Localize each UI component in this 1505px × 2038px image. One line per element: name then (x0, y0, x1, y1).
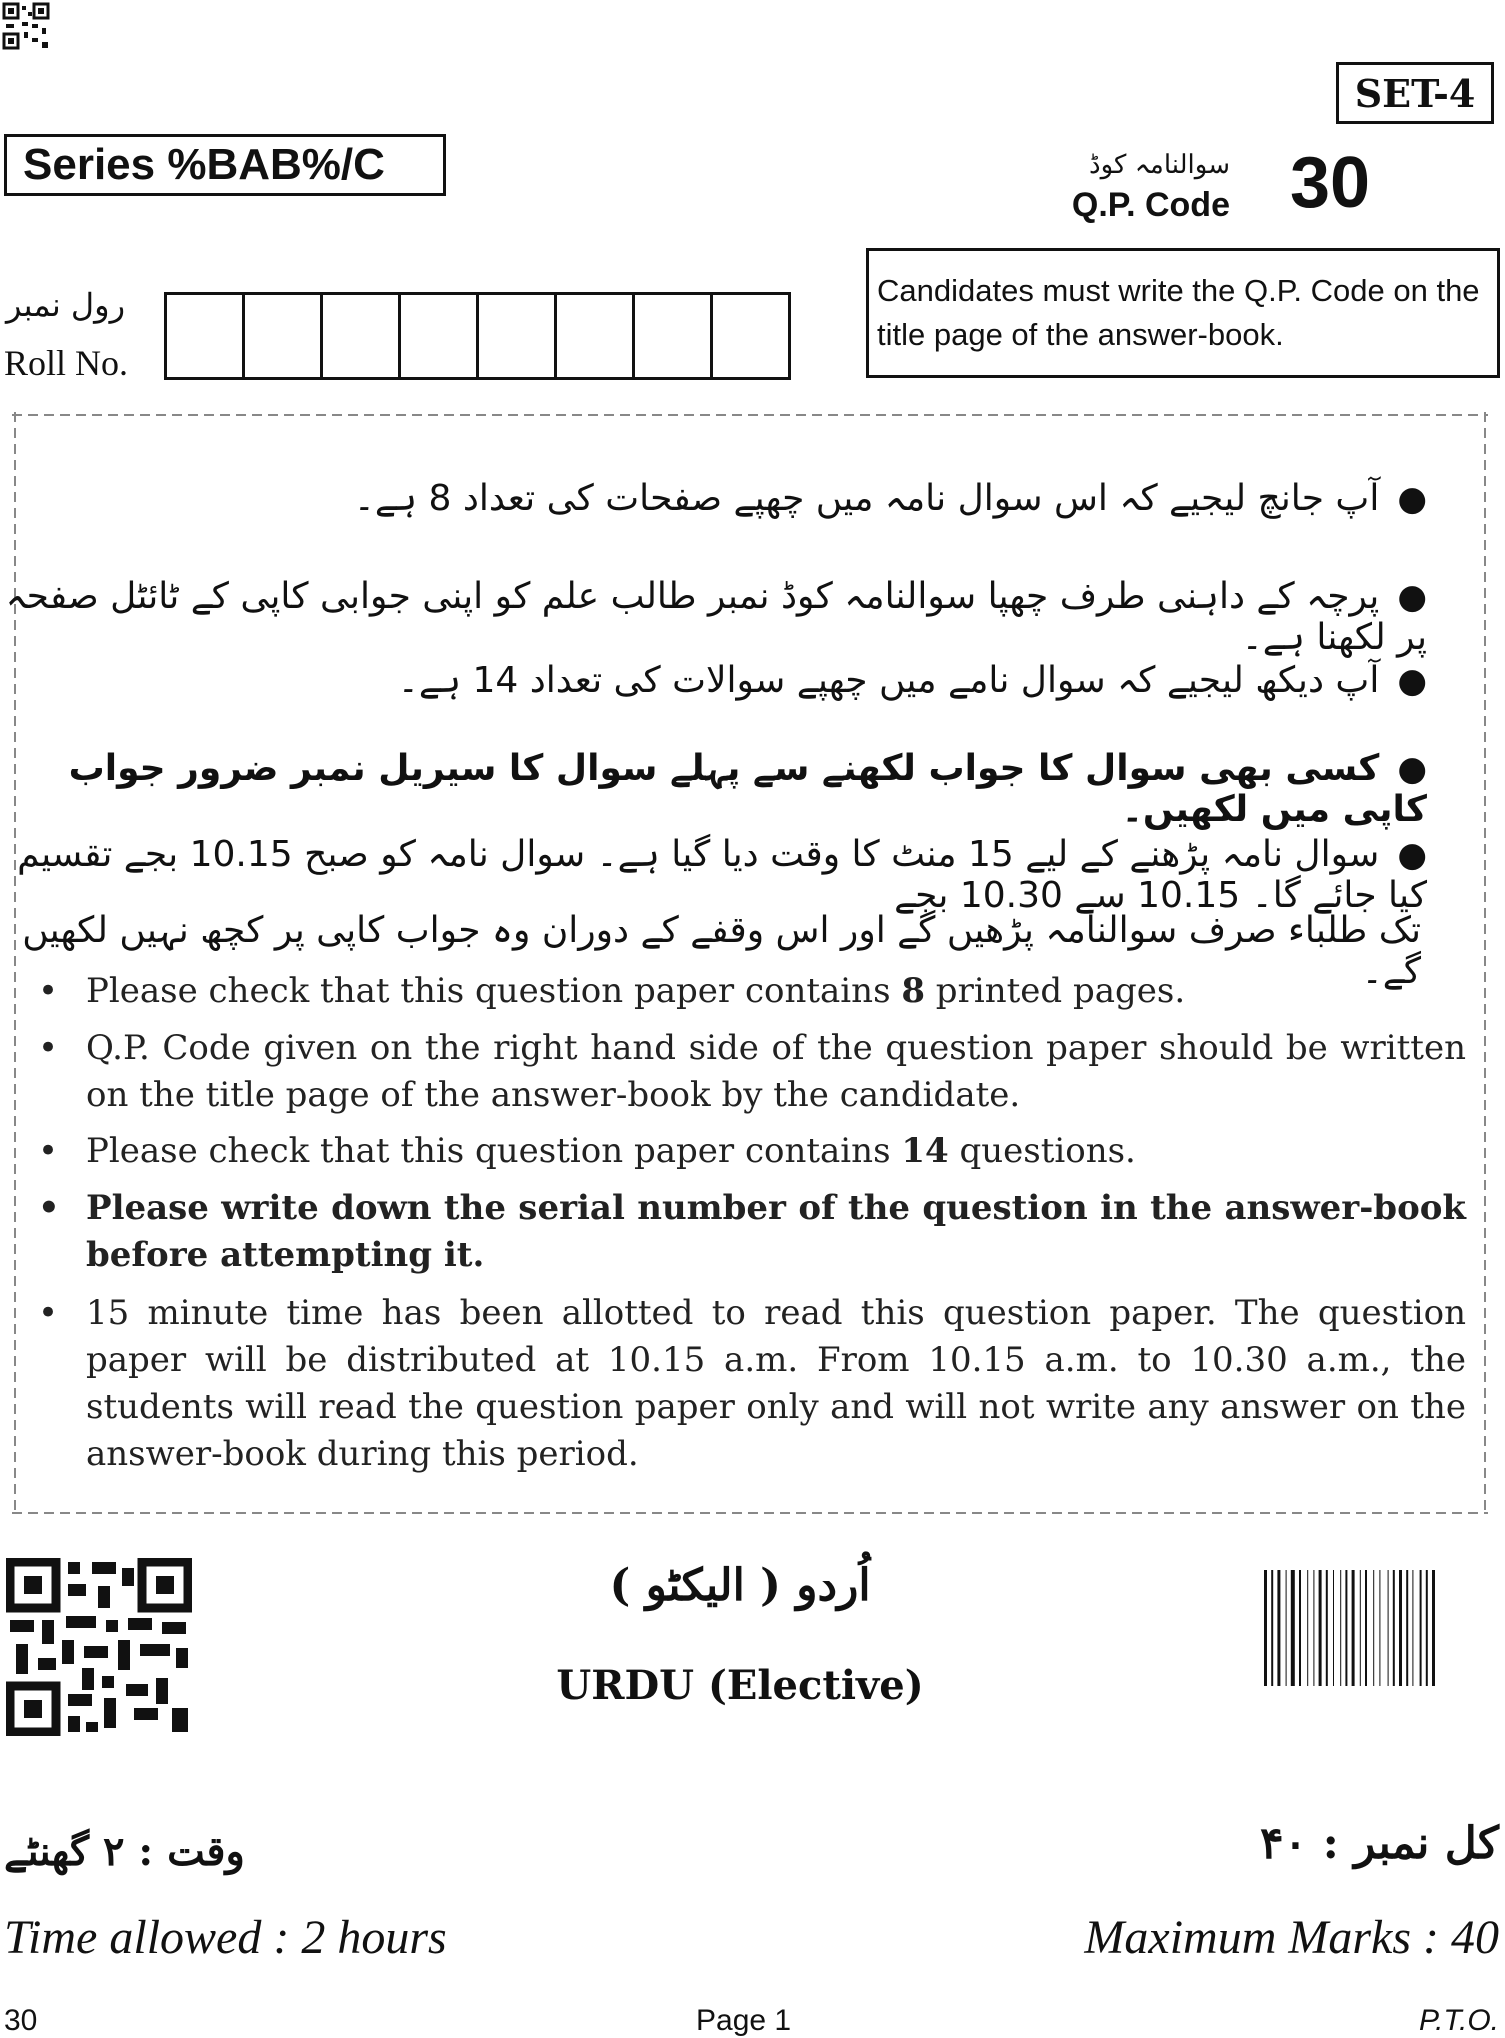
roll-number-cell[interactable] (245, 295, 323, 377)
time-allowed-urdu: وقت : ۲ گھنٹے (4, 1828, 245, 1875)
urdu-instruction-3: ●آپ دیکھ لیجیے کہ سوال نامے میں چھپے سوالات کی تعداد 14 ہے۔ (397, 660, 1427, 701)
footer-pto: P.T.O. (1418, 2004, 1499, 2037)
urdu-instruction-5: ●سوال نامہ پڑھنے کے لیے 15 منٹ کا وقت دیا گیا ہے۔ سوال نامہ کو صبح 10.15 بجے تقسیم کیا جائے گا۔ 10.15 سے 10.30 بجے (17, 834, 1427, 916)
qr-code-icon (6, 1558, 192, 1736)
urdu-instruction-4: ●کسی بھی سوال کا جواب لکھنے سے پہلے سوال کا سیریل نمبر ضرور جواب کاپی میں لکھیں۔ (68, 748, 1427, 830)
en-instruction-1: • Please check that this question paper contains 8 printed pages. (38, 971, 1186, 1011)
time-allowed: Time allowed : 2 hours (4, 1911, 447, 1964)
urdu-instruction-2: ●پرچہ کے داہنی طرف چھپا سوالنامہ کوڈ نمبر طالب علم کو اپنی جوابی کاپی کے ٹائٹل صفحہ پر لکھنا ہے۔ (5, 576, 1427, 658)
series-label: Series %BAB%/C (4, 134, 446, 196)
roll-number-cell[interactable] (167, 295, 245, 377)
roll-number-cell[interactable] (479, 295, 557, 377)
small-qr-code-icon (2, 2, 50, 50)
roll-number-cell[interactable] (323, 295, 401, 377)
subject-title: URDU (Elective) (556, 1662, 924, 1709)
set-label: SET-4 (1336, 62, 1494, 124)
qp-code-urdu-label: سوالنامہ کوڈ (1089, 150, 1230, 180)
en-instruction-2: • Q.P. Code given on the right hand side of the question paper should be written on the title page of the answer-book by the candidate. (38, 1028, 1466, 1115)
urdu-instruction-5-continued: تک طلباء صرف سوالنامہ پڑھیں گے اور اس وقفے کے دوران وہ جواب کاپی پر کچھ نہیں لکھیں گے۔ (22, 910, 1421, 992)
roll-number-grid (164, 292, 791, 380)
qp-code-label: Q.P. Code (1071, 186, 1230, 224)
urdu-instruction-1: ●آپ جانچ لیجیے کہ اس سوال نامہ میں چھپے صفحات کی تعداد 8 ہے۔ (353, 478, 1427, 519)
en-instruction-5: • 15 minute time has been allotted to read this question paper. The question paper will be distributed at 10.15 a.m. From 10.15 a.m. to 10.30 a.m., the students will read the question paper only and will not write any answer on the answer-book during this period. (38, 1293, 1466, 1474)
subject-title-urdu: اُردو ( الیکٹو ) (609, 1560, 871, 1611)
barcode-icon (1262, 1570, 1498, 1686)
en-instruction-4: • Please write down the serial number of the question in the answer-book before attempting it. (38, 1188, 1466, 1275)
footer-qp-code: 30 (4, 2004, 38, 2037)
maximum-marks: Maximum Marks : 40 (1084, 1911, 1499, 1964)
roll-number-label: Roll No. (4, 343, 129, 383)
roll-number-cell[interactable] (713, 295, 788, 377)
qp-code-value: 30 (1290, 143, 1371, 223)
roll-number-urdu-label: رول نمبر (6, 286, 126, 324)
maximum-marks-urdu: کل نمبر : ۴۰ (1260, 1818, 1499, 1869)
qp-code-notice: Candidates must write the Q.P. Code on the title page of the answer-book. (866, 248, 1500, 378)
footer-page-number: Page 1 (696, 2004, 792, 2037)
roll-number-cell[interactable] (557, 295, 635, 377)
en-instruction-3: • Please check that this question paper contains 14 questions. (38, 1131, 1136, 1171)
roll-number-cell[interactable] (635, 295, 713, 377)
roll-number-cell[interactable] (401, 295, 479, 377)
